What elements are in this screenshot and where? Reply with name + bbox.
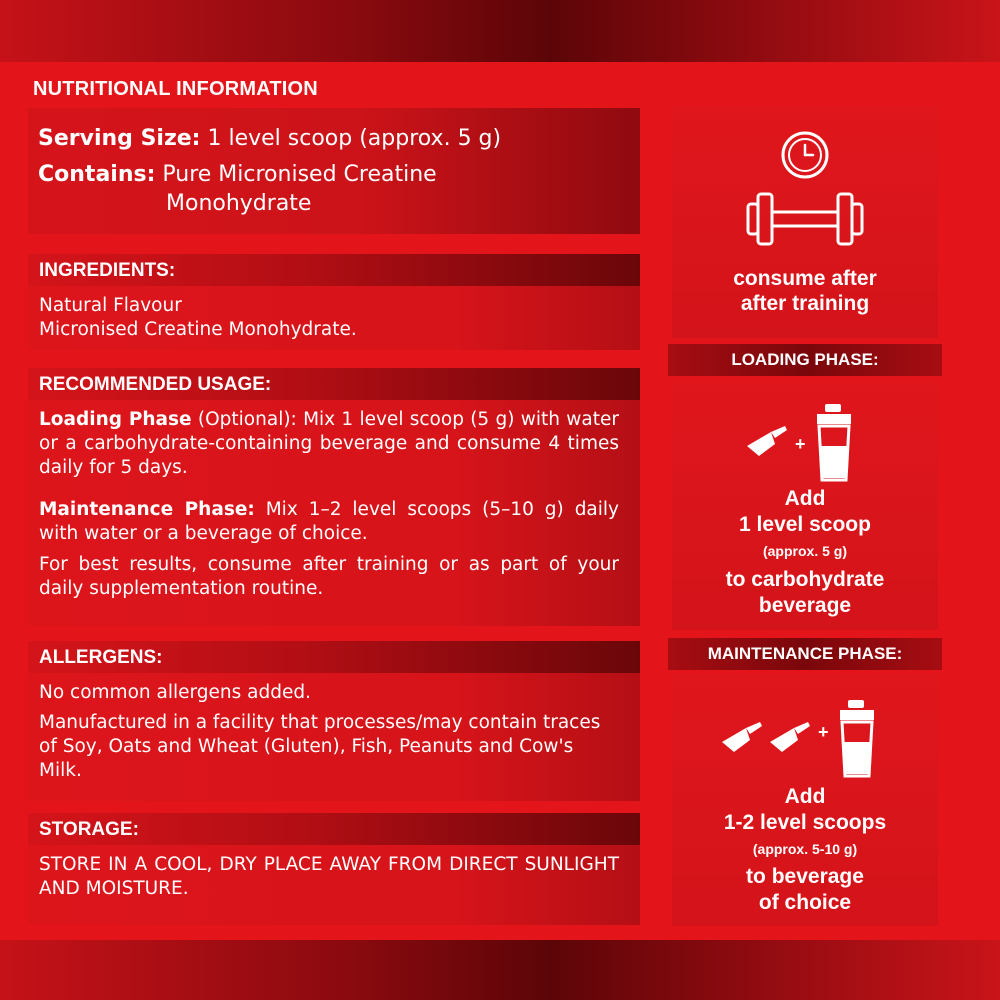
ingredients-heading: INGREDIENTS: [39, 260, 176, 281]
maintenance-line-2: 1-2 level scoops [723, 811, 887, 834]
loading-phase-heading: LOADING PHASE: [731, 350, 879, 369]
maintenance-phase-heading-bar [668, 638, 942, 670]
ingredients-body [28, 286, 640, 350]
usage-body [28, 400, 640, 626]
maintenance-phase-heading: MAINTENANCE PHASE: [707, 644, 903, 663]
storage-text: STORE IN A COOL, DRY PLACE AWAY FROM DIRECT SUNLIGHT AND MOISTURE. [39, 854, 619, 899]
clock-dumbbell-icon [740, 130, 870, 250]
maintenance-line-4: of choice [758, 891, 852, 914]
best-results-text: For best results, consume after training or as part of your daily supplementation routine. [39, 554, 619, 599]
loading-line-1: Add [784, 487, 826, 510]
ingredients-heading-bar [28, 254, 640, 286]
loading-small: (approx. 5 g) [762, 543, 847, 559]
loading-line-2: 1 level scoop [739, 513, 871, 536]
maintenance-line-1: Add [784, 785, 826, 808]
maintenance-phase-text [39, 498, 619, 546]
usage-guide-column [672, 106, 938, 926]
serving-size-line [38, 126, 501, 152]
loading-line-4: beverage [758, 594, 852, 617]
usage-heading: RECOMMENDED USAGE: [39, 374, 272, 395]
maintenance-small: (approx. 5-10 g) [752, 841, 858, 857]
scoop-shaker-icon [745, 402, 865, 482]
training-line-2: after training [740, 292, 870, 315]
allergens-heading-bar [28, 641, 640, 673]
allergens-body [28, 673, 640, 801]
plus-sign: + [795, 434, 806, 454]
training-line-1: consume after [733, 267, 877, 290]
storage-heading-bar [28, 813, 640, 845]
allergens-heading: ALLERGENS: [39, 647, 163, 668]
maintenance-line-3: to beverage [746, 865, 864, 888]
serving-info-box [28, 108, 640, 234]
page-title: NUTRITIONAL INFORMATION [33, 78, 318, 100]
loading-phase-label: Loading Phase [39, 409, 192, 430]
loading-phase-heading-bar [668, 344, 942, 376]
serving-size-label: Serving Size: [38, 126, 201, 151]
storage-heading: STORAGE: [39, 819, 139, 840]
contains-value-2: Monohydrate [166, 191, 312, 216]
loading-phase-card [672, 380, 938, 630]
ingredient-line-1: Natural Flavour [39, 295, 182, 316]
loading-line-3: to carbohydrate [725, 568, 885, 591]
maintenance-phase-label: Maintenance Phase: [39, 499, 255, 520]
maintenance-phase-card [672, 674, 938, 926]
bottom-band [0, 940, 1000, 1000]
plus-sign: + [818, 722, 829, 742]
contains-line [38, 162, 437, 188]
loading-phase-text [39, 408, 619, 480]
loading-phase-desc: (Optional): Mix 1 level scoop (5 g) with water or a carbohydrate-containing beverage and consume 4 times daily for 5 days. [39, 409, 619, 478]
training-card [672, 106, 938, 338]
storage-body [28, 845, 640, 925]
contains-label: Contains: [38, 162, 156, 187]
serving-size-value: 1 level scoop (approx. 5 g) [207, 126, 502, 151]
contains-value-1: Pure Micronised Creatine [162, 162, 437, 187]
two-scoops-shaker-icon [720, 698, 890, 778]
ingredient-line-2: Micronised Creatine Monohydrate. [39, 319, 357, 340]
allergens-line-2: Manufactured in a facility that processes/may contain traces of Soy, Oats and Wheat (Gluten), Fish, Peanuts and Cow's Milk. [39, 712, 601, 781]
maintenance-phase-desc: Mix 1–2 level scoops (5–10 g) daily with water or a beverage of choice. [39, 499, 619, 544]
allergens-line-1: No common allergens added. [39, 682, 311, 703]
usage-heading-bar [28, 368, 640, 400]
top-band [0, 0, 1000, 62]
